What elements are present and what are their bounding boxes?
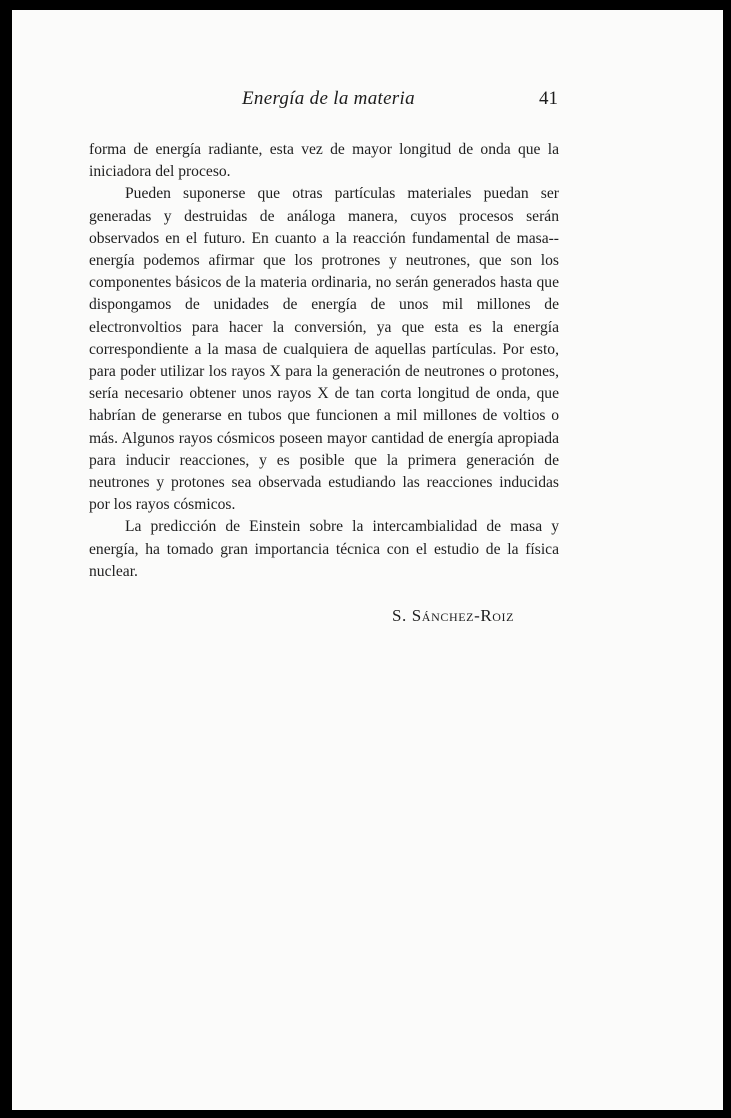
book-page [12, 10, 723, 1110]
page-number: 41 [539, 88, 558, 109]
paragraph-particles: Pueden suponerse que otras partículas materiales puedan ser generadas y destruidas de análoga manera, cuyos procesos serán observados en el futuro. En cuanto a la reacción fundamental de masa--energía podemos afirmar que los protrones y neutrones, que son los componentes básicos de la materia ordinaria, no serán generados hasta que dispongamos de unidades de energía de unos mil millones de electronvoltios para hacer la conversión, ya que esta es la energía correspondiente a la masa de cualquiera de aquellas partículas. Por esto, para poder utilizar los rayos X para la generación de neutrones o protones, sería necesario obtener unos rayos X de tan corta longitud de onda, que habrían de generarse en tubos que funcionen a mil millones de voltios o más. Algunos rayos cósmicos poseen mayor cantidad de energía apropiada para inducir reacciones, y es posible que la primera generación de neutrones y protones sea observada estudiando las reacciones inducidas por los rayos cósmicos. [89, 185, 559, 514]
paragraph-einstein: La predicción de Einstein sobre la intercambialidad de masa y energía, ha tomado gran importancia técnica con el estudio de la física nuclear. [89, 518, 559, 580]
paragraph-continuation: forma de energía radiante, esta vez de mayor longitud de onda que la iniciadora del proceso. [89, 141, 559, 181]
page-header [12, 88, 723, 118]
body-text [89, 139, 559, 583]
author-signature: S. Sánchez-Roiz [392, 606, 515, 625]
running-title: Energía de la materia [242, 88, 415, 109]
